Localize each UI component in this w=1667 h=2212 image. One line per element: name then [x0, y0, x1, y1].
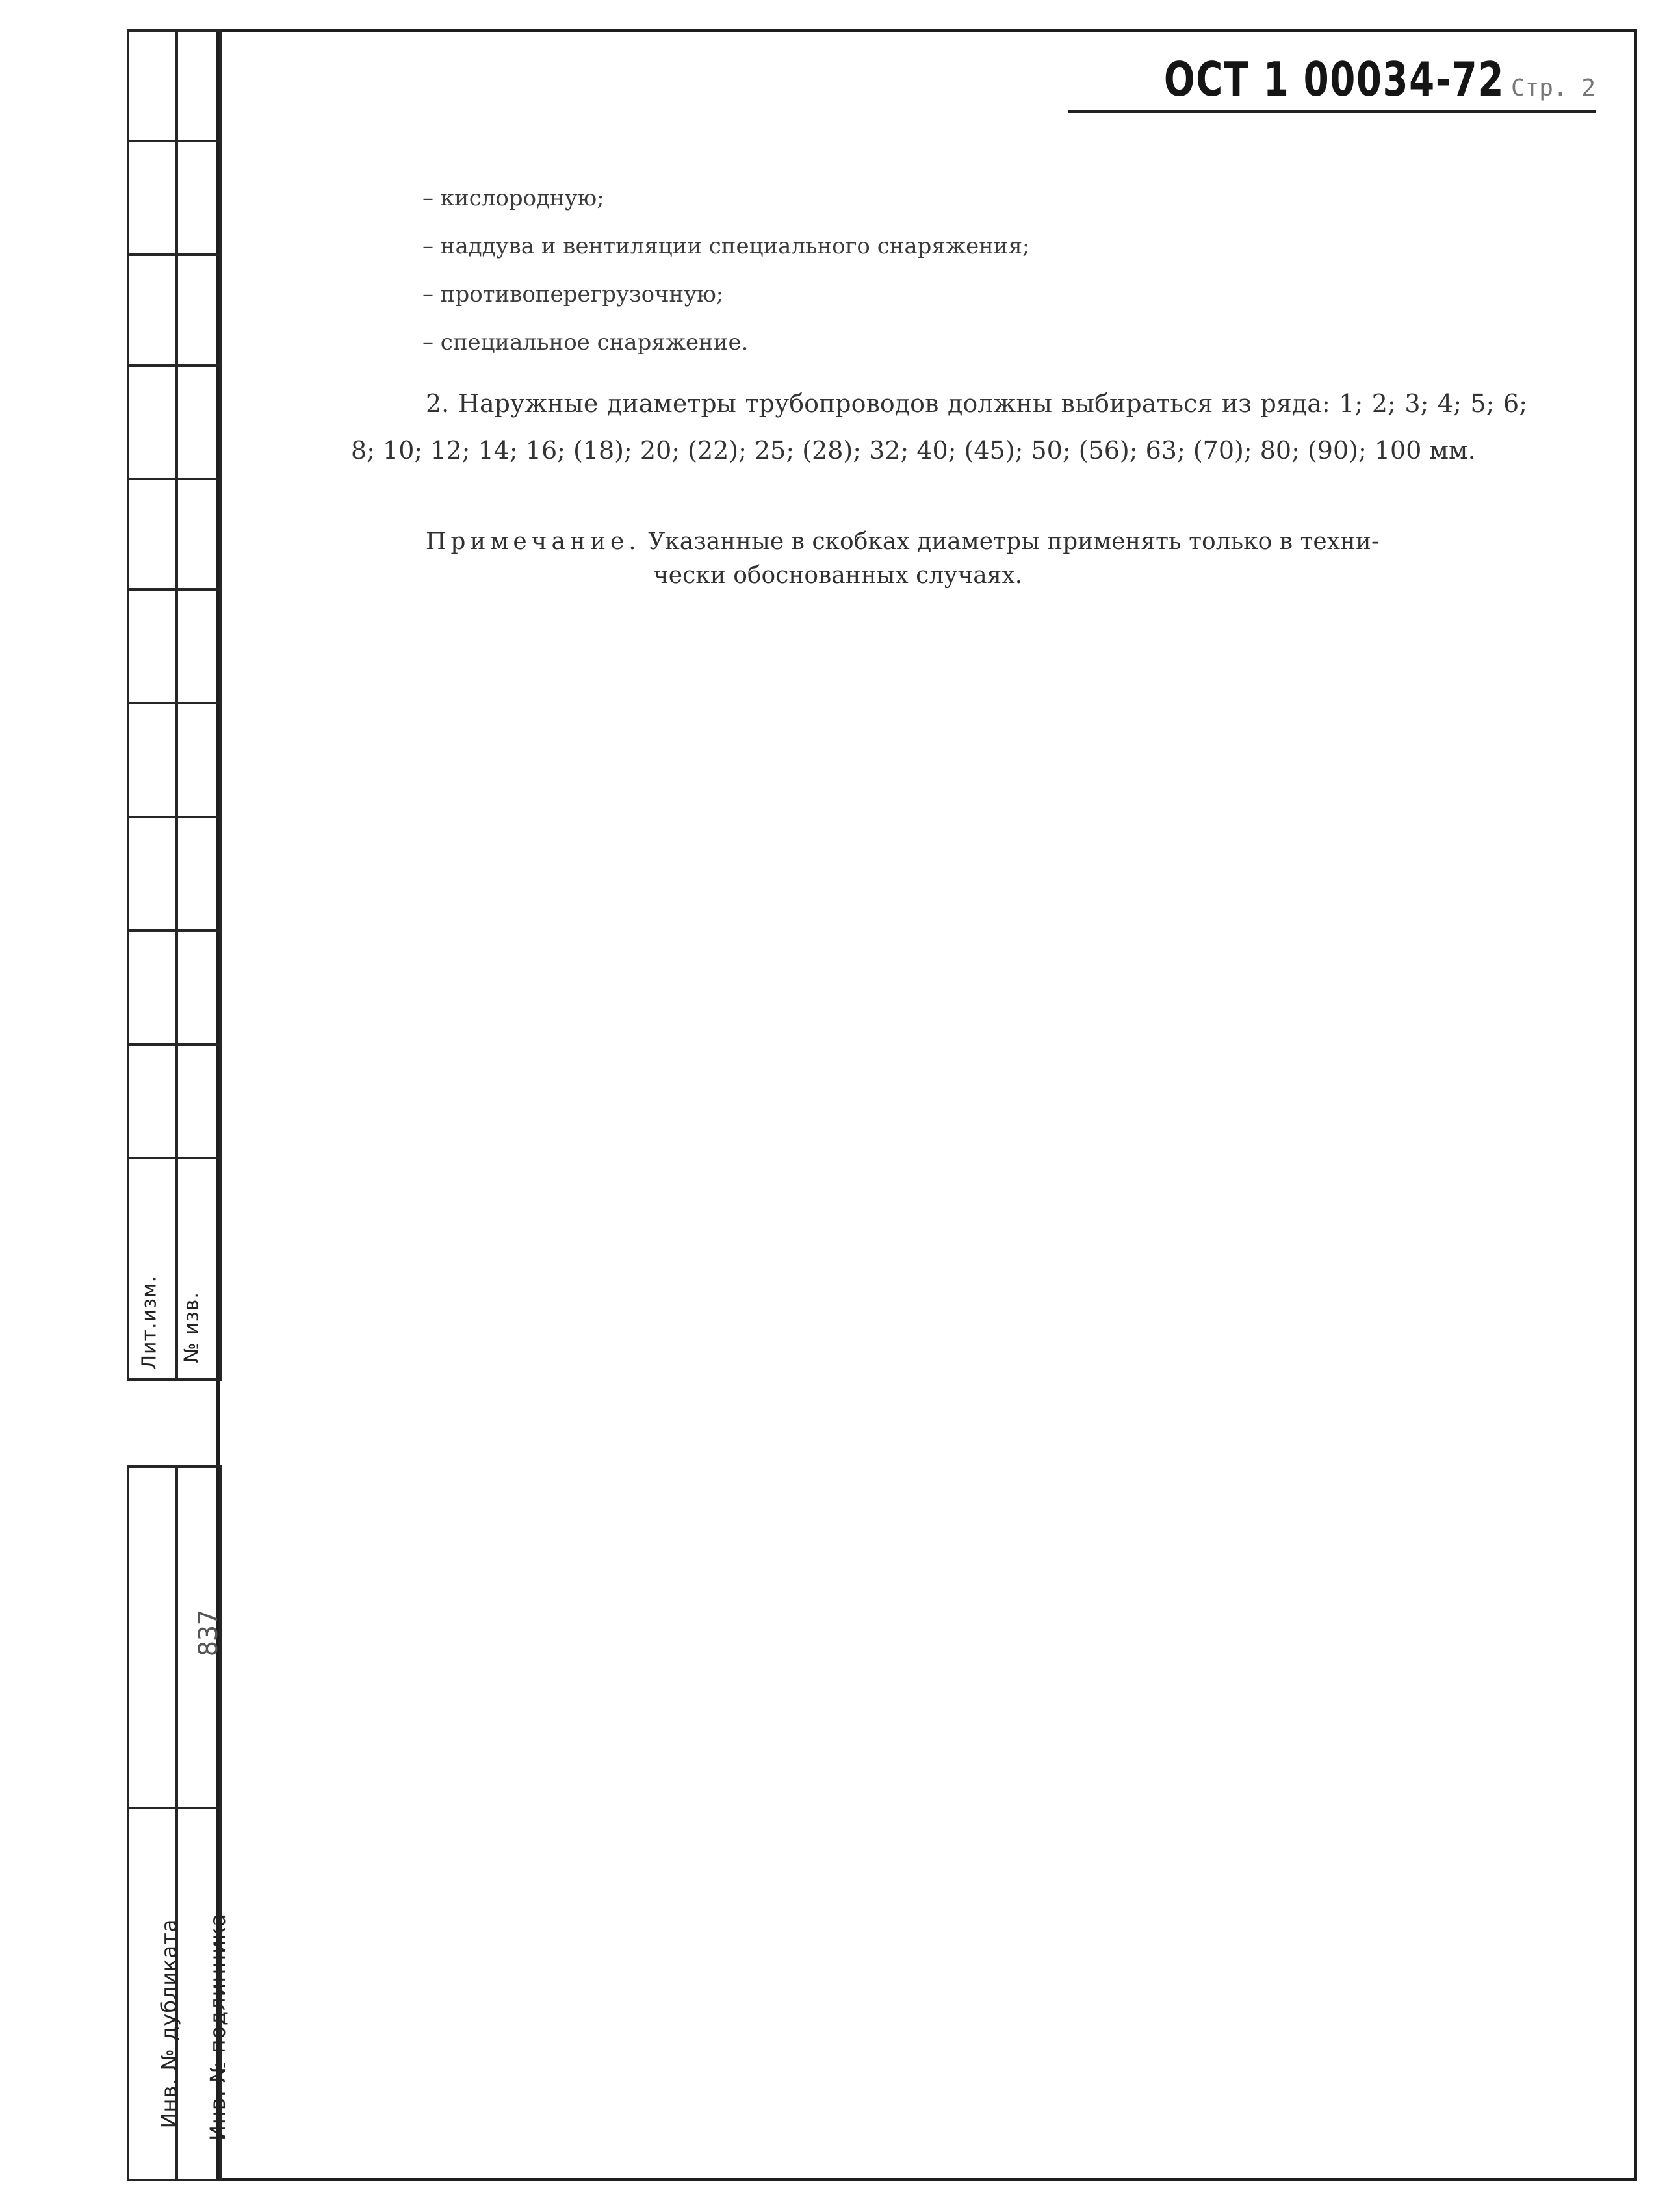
note-text: Указанные в скобках диаметры применять только в техни-	[648, 528, 1380, 555]
strip-row-line	[127, 816, 222, 818]
no-izv-label: № изв.	[180, 1292, 203, 1363]
strip-row-line	[127, 702, 222, 704]
note-title: Примечание.	[426, 528, 641, 555]
lit-izm-label: Лит.изм.	[138, 1275, 161, 1370]
inv-dublikata-label: Инв. № дубликата	[157, 1918, 181, 2129]
page-number: Стр. 2	[1510, 75, 1596, 101]
strip-row-line	[127, 1043, 222, 1046]
side-strip-upper	[127, 29, 222, 1381]
diameters-paragraph	[351, 380, 1527, 474]
strip-row-line	[127, 588, 222, 591]
list-item: – противоперегрузочную;	[422, 281, 724, 307]
inv-podlinnika-label: Инв. № подлинника	[205, 1913, 230, 2141]
list-item: – специальное снаряжение.	[422, 329, 749, 355]
strip-row-line	[127, 140, 222, 142]
strip-row-line	[127, 253, 222, 256]
list-item: – наддува и вентиляции специального снаряжения;	[422, 233, 1030, 259]
side-strip-divider	[175, 29, 178, 1381]
strip-row-line	[127, 1807, 222, 1809]
pipeline-types-list	[422, 174, 1030, 367]
strip-row-line	[127, 929, 222, 932]
document-code: ОСТ 1 00034-72	[1163, 52, 1505, 107]
strip-row-line	[127, 1157, 222, 1159]
inv-number-value: 837	[194, 1609, 224, 1657]
list-item: – кислородную;	[422, 185, 604, 211]
diameters-text: 2. Наружные диаметры трубопроводов должны выбираться из ряда: 1; 2; 3; 4; 5; 6; 8; 10; 12; 14; 16; (18); 20; (22); 25; (28); 32; 40; (45); 50; (56); 63; (70); 80; (90); 100 мм.	[351, 389, 1527, 465]
strip-row-line	[127, 364, 222, 367]
note-block	[426, 525, 1531, 593]
strip-row-line	[127, 478, 222, 480]
page-header	[1068, 52, 1596, 113]
note-continuation: чески обоснованных случаях.	[653, 562, 1023, 589]
